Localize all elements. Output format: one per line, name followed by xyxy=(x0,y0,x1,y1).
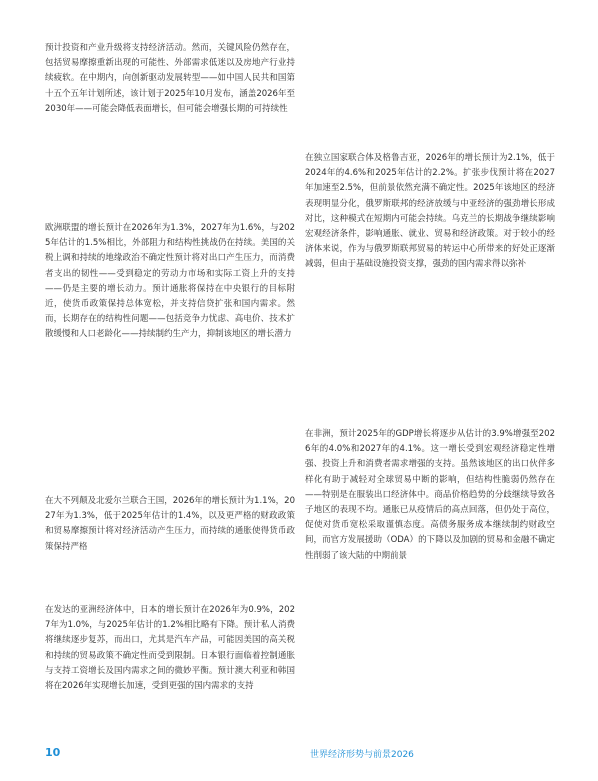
body-paragraph-developed-asia: 在发达的亚洲经济体中，日本的增长预计在2026年为0.9%，2027年为1.0%，与2025年估计的1.2%相比略有下降。预计私人消费将继续逐步复苏，而出口，尤其是汽车产品，可能因美国的高关税和持续的贸易政策不确定性而受到限制。日本银行面临着控制通胀与支持工资增长及国内需求之间的微妙平衡。预计澳大利亚和韩国将在2026年实现增长加速，受到更强的国内需求的支持 xyxy=(45,605,295,692)
body-paragraph-cis-georgia: 在独立国家联合体及格鲁吉亚，2026年的增长预计为2.1%，低于2024年的4.6%和2025年估计的2.2%。扩张步伐预计将在2027年加速至2.5%，但前景依然充满不确定性。2025年该地区的经济表现明显分化，俄罗斯联邦的经济放缓与中亚经济的强劲增长形成对比，这种模式在短期内可能会持续。乌克兰的长期战争继续影响宏观经济条件，影响通胀、就业、贸易和经济政策。对于较小的经济体来说，作为与俄罗斯联邦贸易的转运中心所带来的好处正逐渐减弱，但由于基础设施投资支撑，强劲的国内需求得以弥补 xyxy=(305,153,555,270)
body-paragraph-european-union: 欧洲联盟的增长预计在2026年为1.3%，2027年为1.6%，与2025年估计的1.5%相比，外部阻力和结构性挑战仍在持续。美国的关税上调和持续的地缘政治不确定性预计将对出口产生压力，而消费者支出的韧性——受到稳定的劳动力市场和实际工资上升的支持——仍是主要的增长动力。预计通胀将保持在中央银行的目标附近，使货币政策保持总体宽松，并支持信贷扩张和国内需求。然而，长期存在的结构性问题——包括竞争力忧虑、高电价、技术扩散缓慢和人口老龄化——持续制约生产力，抑制该地区的增长潜力 xyxy=(45,223,295,340)
body-paragraph-united-kingdom: 在大不列颠及北爱尔兰联合王国，2026年的增长预计为1.1%，2027年为1.3%，低于2025年估计的1.4%，以及更严格的财政政策和贸易摩擦预计将对经济活动产生压力，而持续的通胀使得货币政策保持严格 xyxy=(45,496,295,552)
running-title: 世界经济形势与前景2026 xyxy=(310,750,414,760)
body-paragraph-investment-risks: 预计投资和产业升级将支持经济活动。然而，关键风险仍然存在，包括贸易摩擦重新出现的可能性、外部需求低迷以及房地产行业持续疲软。在中期内，向创新驱动发展转型——如中国人民共和国第十五个五年计划所述，该计划于2025年10月发布，涵盖2026年至2030年——可能会降低表面增长，但可能会增强长期的可持续性 xyxy=(45,43,295,114)
body-paragraph-africa: 在非洲，预计2025年的GDP增长将逐步从估计的3.9%增强至2026年的4.0%和2027年的4.1%。这一增长受到宏观经济稳定性增强、投资上升和消费者需求增强的支持。虽然该地区的出口伙伴多样化有助于减轻对全球贸易中断的影响，但结构性脆弱仍然存在——特别是在服装出口经济体中。商品价格趋势的分歧继续导致各子地区的表现不均。通胀已从疫情后的高点回落，但仍处于高位，促使对货币宽松采取谨慎态度。高债务服务成本继续制约财政空间，而官方发展援助（ODA）的下降以及加剧的贸易和金融不确定性削弱了该大陆的中期前景 xyxy=(305,429,555,561)
page-number: 10 xyxy=(45,746,61,759)
